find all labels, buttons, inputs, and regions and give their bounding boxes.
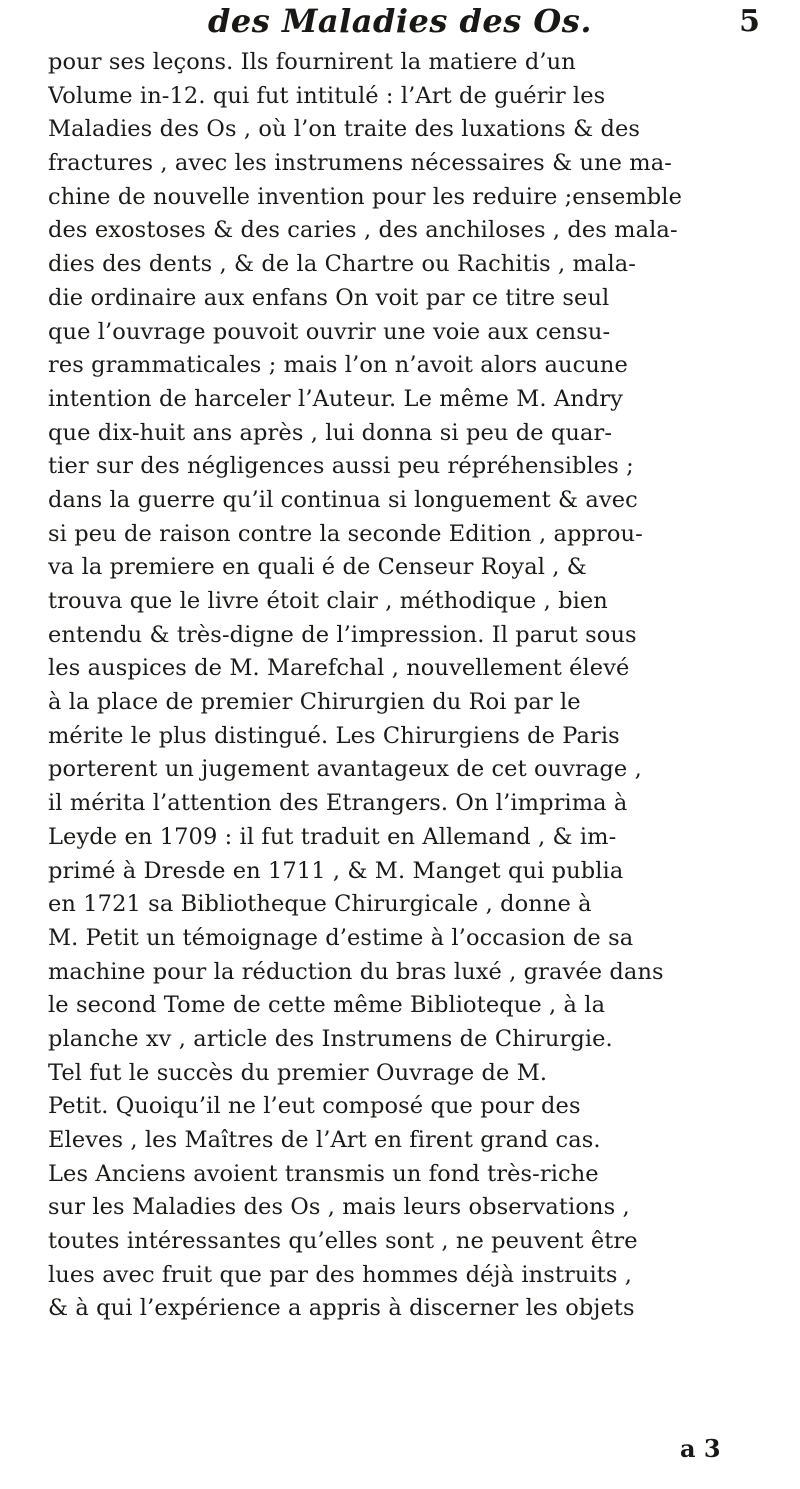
text-line: si peu de raison contre la seconde Edition , approu- xyxy=(48,520,643,547)
text-line: le second Tome de cette même Biblioteque , à la xyxy=(48,992,606,1019)
text-line: les auspices de M. Marefchal , nouvellement élevé xyxy=(48,655,630,682)
text-line: Tel fut le succès du premier Ouvrage de M. xyxy=(48,1059,548,1086)
text-line: à la place de premier Chirurgien du Roi par le xyxy=(48,689,581,716)
text-line: res grammaticales ; mais l’on n’avoit alors aucune xyxy=(48,352,628,379)
text-line: dans la guerre qu’il continua si longuement & avec xyxy=(48,486,638,513)
text-line: tier sur des négligences aussi peu répréhensibles ; xyxy=(48,453,634,480)
text-line: chine de nouvelle invention pour les reduire ;ensemble xyxy=(48,183,683,210)
running-title: des Maladies des Os. xyxy=(208,2,592,40)
text-line: va la premiere en quali é de Censeur Royal , & xyxy=(48,554,587,581)
text-line: die ordinaire aux enfans On voit par ce titre seul xyxy=(48,284,610,311)
text-line: que dix-huit ans après , lui donna si peu de quar- xyxy=(48,419,613,446)
text-line: Les Anciens avoient transmis un fond très-riche xyxy=(48,1160,599,1187)
text-line: sur les Maladies des Os , mais leurs observations , xyxy=(48,1194,630,1221)
text-line: mérite le plus distingué. Les Chirurgiens de Paris xyxy=(48,722,620,749)
text-line: entendu & très-digne de l’impression. Il parut sous xyxy=(48,621,637,648)
text-line: intention de harceler l’Auteur. Le même M. Andry xyxy=(48,385,623,412)
text-line: Leyde en 1709 : il fut traduit en Allemand , & im- xyxy=(48,823,617,850)
text-line: des exostoses & des caries , des anchiloses , des mala- xyxy=(48,217,678,244)
text-line: & à qui l’expérience a appris à discerner les objets xyxy=(48,1295,635,1322)
signature-mark: a 3 xyxy=(680,1434,721,1463)
text-line: pour ses leçons. Ils fournirent la matiere d’un xyxy=(48,49,576,75)
text-line: Petit. Quoiqu’il ne l’eut composé que pour des xyxy=(48,1093,581,1120)
text-line: Maladies des Os , où l’on traite des luxations & des xyxy=(48,116,641,143)
text-line: lues avec fruit que par des hommes déjà instruits , xyxy=(48,1261,633,1288)
text-line: machine pour la réduction du bras luxé , gravée dans xyxy=(48,958,664,985)
body-text xyxy=(48,46,778,1326)
text-line: Volume in-12. qui fut intitulé : l’Art de guérir les xyxy=(48,82,606,109)
page-number: 5 xyxy=(739,4,760,39)
text-line: que l’ouvrage pouvoit ouvrir une voie aux censu- xyxy=(48,318,611,345)
text-line: trouva que le livre étoit clair , méthodique , bien xyxy=(48,588,608,614)
page-header xyxy=(40,2,760,48)
text-line: toutes intéressantes qu’elles sont , ne peuvent être xyxy=(48,1228,638,1255)
text-line: primé à Dresde en 1711 , & M. Manget qui publia xyxy=(48,857,624,884)
text-line: fractures , avec les instrumens nécessaires & une ma- xyxy=(48,150,672,177)
text-line: porterent un jugement avantageux de cet ouvrage , xyxy=(48,756,642,783)
text-line: il mérita l’attention des Etrangers. On l’imprima à xyxy=(48,790,628,817)
text-line: planche xv , article des Instrumens de Chirurgie. xyxy=(48,1025,613,1052)
text-line: M. Petit un témoignage d’estime à l’occasion de sa xyxy=(48,924,634,951)
text-line: dies des dents , & de la Chartre ou Rachitis , mala- xyxy=(48,251,636,278)
text-line: en 1721 sa Bibliotheque Chirurgicale , donne à xyxy=(48,891,592,918)
text-line: Eleves , les Maîtres de l’Art en firent grand cas. xyxy=(48,1127,601,1153)
